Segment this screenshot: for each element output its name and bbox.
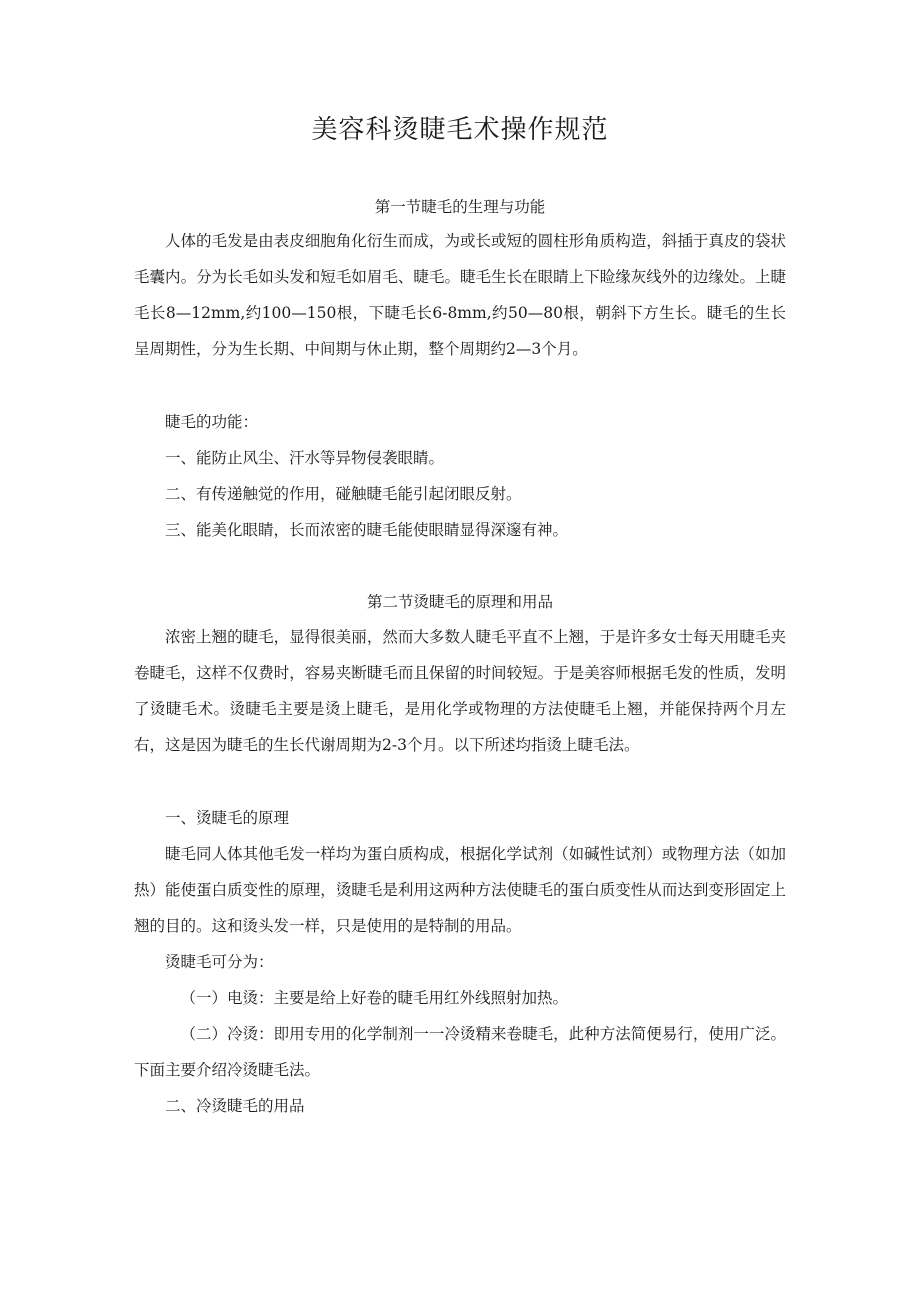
function-item-3: 三、能美化眼睛，长而浓密的睫毛能使眼睛显得深邃有神。	[165, 521, 569, 539]
section1-paragraph: 人体的毛发是由表皮细胞角化衍生而成，为或长或短的圆柱形角质构造，斜插于真皮的袋状毛囊内。分为长毛如头发和短毛如眉毛、睫毛。睫毛生长在眼睛上下睑缘灰线外的边缘处。上睫毛长8—12mm,约100—150根，下睫毛长6-8mm,约50—80根，朝斜下方生长。睫毛的生长呈周期性，分为生长期、中间期与休止期，整个周期约2—3个月。	[134, 232, 786, 358]
function-intro: 睫毛的功能：	[165, 413, 259, 431]
type-cold: （二）冷烫：即用专用的化学制剂一一冷烫精来卷睫毛，此种方法简便易行，使用广泛。下面主要介绍冷烫睫毛法。	[134, 1025, 786, 1079]
section2-paragraph-2: 睫毛同人体其他毛发一样均为蛋白质构成，根据化学试剂（如碱性试剂）或物理方法（如加热）能使蛋白质变性的原理，烫睫毛是利用这两种方法使睫毛的蛋白质变性从而达到变形固定上翘的目的。这和烫头发一样，只是使用的是特制的用品。	[134, 845, 786, 935]
section1-heading: 第一节睫毛的生理与功能	[374, 198, 546, 216]
section2-paragraph-1: 浓密上翘的睫毛，显得很美丽，然而大多数人睫毛平直不上翘，于是许多女士每天用睫毛夹卷睫毛，这样不仅费时，容易夹断睫毛而且保留的时间较短。于是美容师根据毛发的性质，发明了烫睫毛术。烫睫毛主要是烫上睫毛，是用化学或物理的方法使睫毛上翘，并能保持两个月左右，这是因为睫毛的生长代谢周期为2-3个月。以下所述均指烫上睫毛法。	[134, 628, 786, 754]
document-title: 美容科烫睫毛术操作规范	[311, 115, 609, 145]
types-intro: 烫睫毛可分为：	[165, 953, 274, 971]
function-item-2: 二、有传递触觉的作用，碰触睫毛能引起闭眼反射。	[165, 485, 522, 503]
principle-subheading: 一、烫睫毛的原理	[165, 809, 290, 827]
section2-heading: 第二节烫睫毛的原理和用品	[366, 593, 553, 611]
function-item-1: 一、能防止风尘、汗水等异物侵袭眼睛。	[165, 449, 445, 467]
type-electric: （一）电烫：主要是给上好卷的睫毛用红外线照射加热。	[180, 989, 569, 1007]
supplies-subheading: 二、冷烫睫毛的用品	[165, 1097, 305, 1115]
